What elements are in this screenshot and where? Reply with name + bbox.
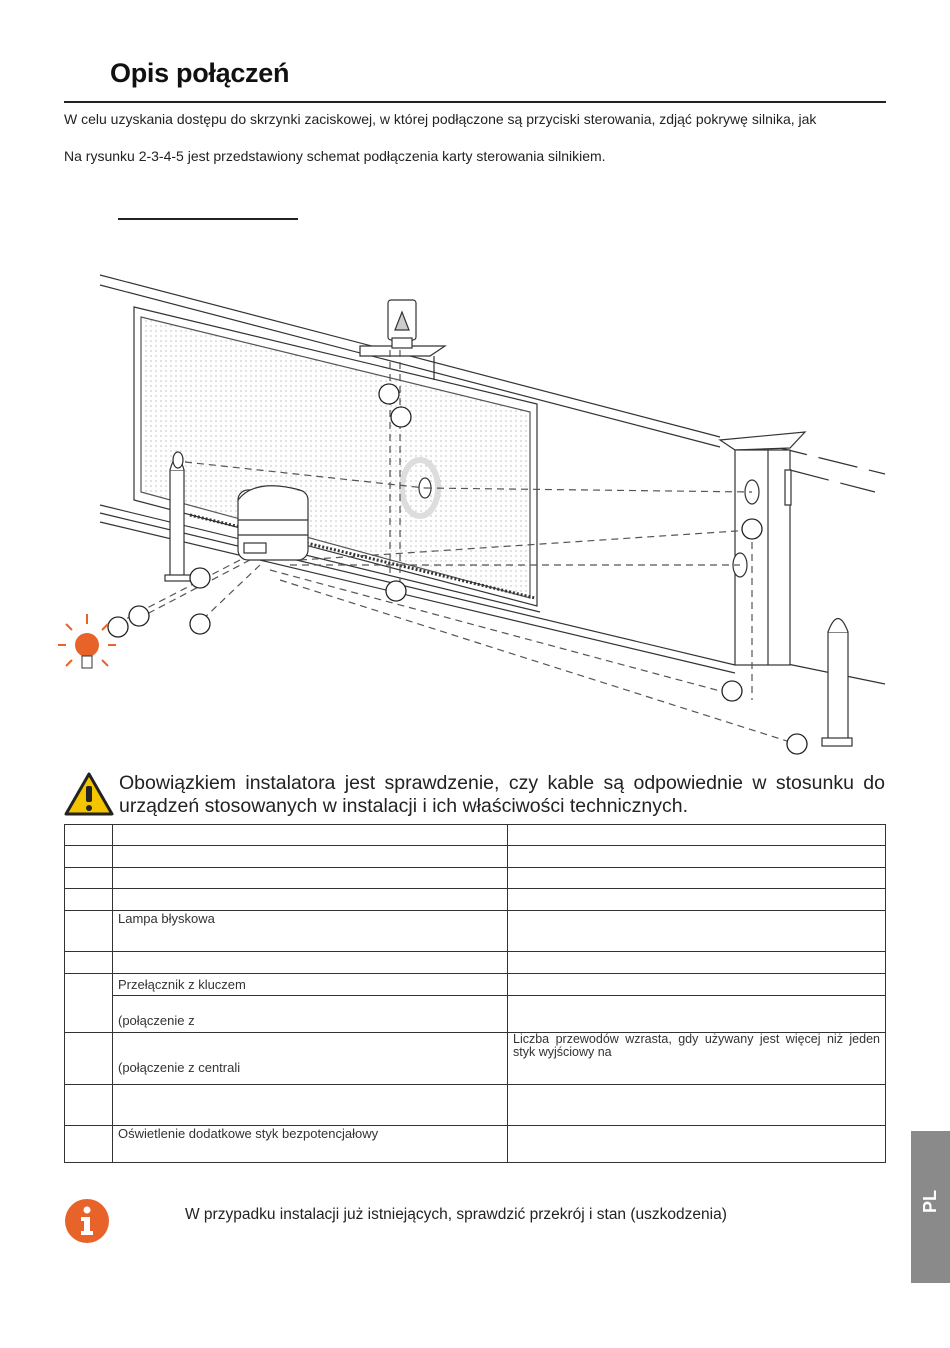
cable-cell bbox=[508, 974, 886, 996]
section-divider bbox=[118, 218, 298, 220]
cable-cell bbox=[508, 825, 886, 846]
cable-cell bbox=[508, 1126, 886, 1163]
device-cell bbox=[113, 889, 508, 911]
language-label: PL bbox=[920, 1190, 940, 1214]
row-number bbox=[65, 846, 113, 868]
table-row bbox=[65, 1126, 886, 1163]
table-row bbox=[65, 889, 886, 911]
table-row bbox=[65, 1033, 886, 1085]
table-row bbox=[65, 952, 886, 974]
device-cell: (połączenie z centrali bbox=[113, 1033, 508, 1085]
sliding-gate-diagram bbox=[0, 255, 950, 765]
table-row bbox=[65, 974, 886, 996]
row-number bbox=[65, 889, 113, 911]
row-number bbox=[65, 868, 113, 889]
cable-cell bbox=[508, 889, 886, 911]
table-row bbox=[65, 846, 886, 868]
row-number bbox=[65, 1126, 113, 1163]
table-row bbox=[65, 868, 886, 889]
cable-table bbox=[64, 824, 886, 1163]
device-cell bbox=[113, 1085, 508, 1126]
table-row bbox=[65, 911, 886, 952]
page-title: Opis połączeń bbox=[110, 58, 290, 88]
device-cell: Przełącznik z kluczem bbox=[113, 974, 508, 996]
cable-cell bbox=[508, 1085, 886, 1126]
cable-cell bbox=[508, 996, 886, 1033]
device-cell bbox=[113, 868, 508, 889]
cable-cell: Liczba przewodów wzrasta, gdy używany jest więcej niż jeden styk wyjściowy na bbox=[508, 1033, 886, 1085]
cable-cell bbox=[508, 911, 886, 952]
table-row bbox=[65, 996, 886, 1033]
info-note-text: W przypadku instalacji już istniejących, sprawdzić przekrój i stan (uszkodzenia) bbox=[185, 1206, 727, 1223]
warning-triangle-icon bbox=[64, 772, 114, 816]
table-row bbox=[65, 1085, 886, 1126]
cable-cell bbox=[508, 868, 886, 889]
device-cell bbox=[113, 825, 508, 846]
device-cell bbox=[113, 846, 508, 868]
device-cell: Lampa błyskowa bbox=[113, 911, 508, 952]
row-number bbox=[65, 974, 113, 1033]
device-cell bbox=[113, 952, 508, 974]
row-number bbox=[65, 911, 113, 952]
row-number bbox=[65, 1085, 113, 1126]
device-cell: (połączenie z bbox=[113, 996, 508, 1033]
info-icon bbox=[64, 1198, 110, 1244]
row-number bbox=[65, 952, 113, 974]
cable-cell bbox=[508, 846, 886, 868]
warning-text: Obowiązkiem instalatora jest sprawdzenie, czy kable są odpowiednie w stosunku do urządzeń stosowanych w instalacji i ich właściwości technicznych. bbox=[119, 772, 885, 817]
flashing-lamp-icon bbox=[58, 614, 116, 668]
title-divider bbox=[64, 101, 886, 103]
row-number bbox=[65, 825, 113, 846]
intro-paragraph-1: W celu uzyskania dostępu do skrzynki zaciskowej, w której podłączone są przyciski sterowania, zdjąć pokrywę silnika, jak bbox=[64, 111, 817, 127]
intro-paragraph-2: Na rysunku 2-3-4-5 jest przedstawiony schemat podłączenia karty sterowania silnikiem. bbox=[64, 148, 606, 164]
table-row bbox=[65, 825, 886, 846]
language-tab bbox=[911, 1131, 950, 1283]
cable-cell bbox=[508, 952, 886, 974]
device-cell: Oświetlenie dodatkowe styk bezpotencjałowy bbox=[113, 1126, 508, 1163]
row-number bbox=[65, 1033, 113, 1085]
